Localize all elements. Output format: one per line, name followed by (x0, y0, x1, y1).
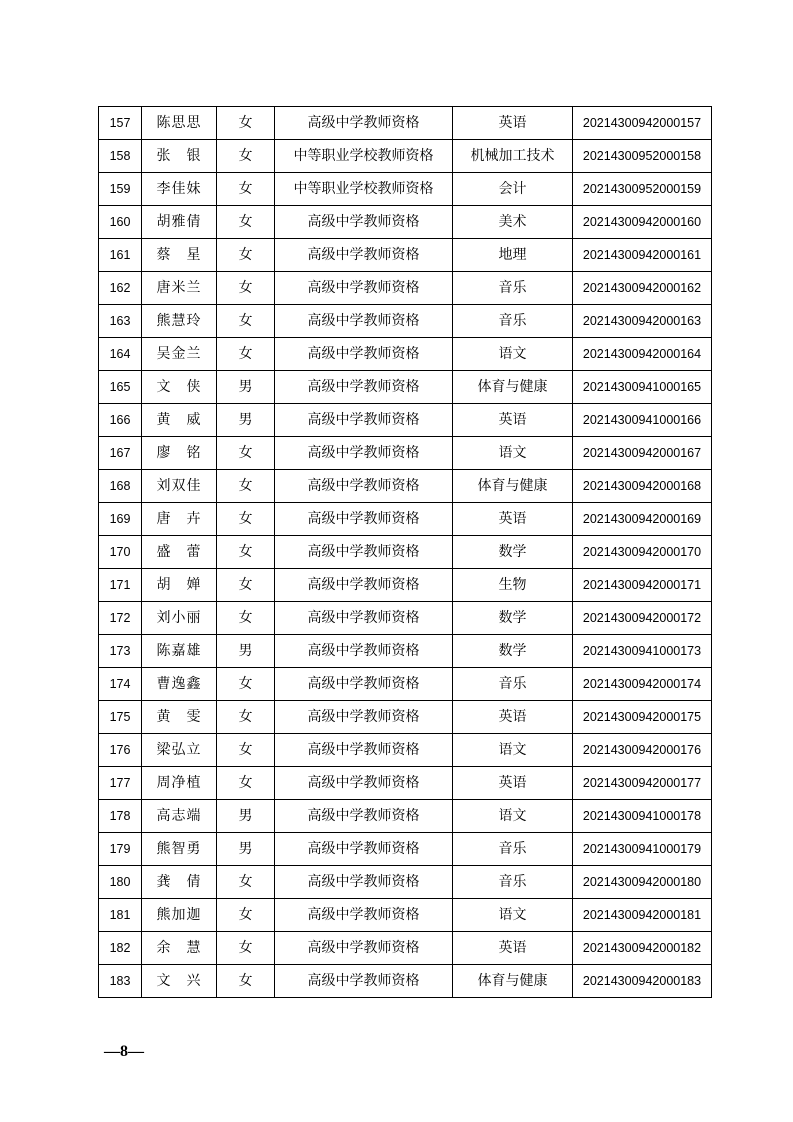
row-number-cell: 165 (99, 371, 142, 404)
teaching-subject-cell: 音乐 (453, 866, 573, 899)
table-row (99, 602, 712, 635)
qualification-type-cell: 高级中学教师资格 (275, 635, 453, 668)
certificate-number-cell: 20214300942000167 (573, 437, 712, 470)
teaching-subject-cell: 音乐 (453, 305, 573, 338)
person-name-cell: 龚 倩 (142, 866, 217, 899)
table-row (99, 767, 712, 800)
certificate-number-cell: 20214300942000183 (573, 965, 712, 998)
certificate-number-cell: 20214300942000161 (573, 239, 712, 272)
teaching-subject-cell: 英语 (453, 767, 573, 800)
table-row (99, 404, 712, 437)
person-name-cell: 胡雅倩 (142, 206, 217, 239)
qualification-type-cell: 高级中学教师资格 (275, 734, 453, 767)
gender-cell: 女 (217, 866, 275, 899)
certificate-number-cell: 20214300942000168 (573, 470, 712, 503)
teaching-subject-cell: 美术 (453, 206, 573, 239)
row-number-cell: 160 (99, 206, 142, 239)
person-name-cell: 张 银 (142, 140, 217, 173)
row-number-cell: 173 (99, 635, 142, 668)
certificate-number-cell: 20214300942000180 (573, 866, 712, 899)
gender-cell: 女 (217, 173, 275, 206)
table-row (99, 272, 712, 305)
certificate-number-cell: 20214300942000157 (573, 107, 712, 140)
person-name-cell: 高志端 (142, 800, 217, 833)
gender-cell: 男 (217, 800, 275, 833)
row-number-cell: 158 (99, 140, 142, 173)
table-row (99, 701, 712, 734)
row-number-cell: 163 (99, 305, 142, 338)
row-number-cell: 166 (99, 404, 142, 437)
person-name-cell: 刘双佳 (142, 470, 217, 503)
qualification-type-cell: 高级中学教师资格 (275, 503, 453, 536)
table-row (99, 536, 712, 569)
teaching-subject-cell: 英语 (453, 701, 573, 734)
records-table-body (99, 107, 712, 998)
person-name-cell: 梁弘立 (142, 734, 217, 767)
gender-cell: 女 (217, 140, 275, 173)
teaching-subject-cell: 数学 (453, 635, 573, 668)
row-number-cell: 168 (99, 470, 142, 503)
teaching-subject-cell: 英语 (453, 404, 573, 437)
qualification-type-cell: 高级中学教师资格 (275, 866, 453, 899)
row-number-cell: 157 (99, 107, 142, 140)
gender-cell: 男 (217, 371, 275, 404)
row-number-cell: 175 (99, 701, 142, 734)
table-row (99, 635, 712, 668)
person-name-cell: 熊加迦 (142, 899, 217, 932)
qualification-type-cell: 高级中学教师资格 (275, 107, 453, 140)
gender-cell: 男 (217, 833, 275, 866)
row-number-cell: 164 (99, 338, 142, 371)
certificate-number-cell: 20214300942000177 (573, 767, 712, 800)
table-row (99, 833, 712, 866)
certificate-number-cell: 20214300942000170 (573, 536, 712, 569)
person-name-cell: 吴金兰 (142, 338, 217, 371)
qualification-type-cell: 高级中学教师资格 (275, 767, 453, 800)
person-name-cell: 胡 婵 (142, 569, 217, 602)
row-number-cell: 177 (99, 767, 142, 800)
qualification-type-cell: 高级中学教师资格 (275, 569, 453, 602)
qualification-type-cell: 高级中学教师资格 (275, 668, 453, 701)
teaching-subject-cell: 音乐 (453, 833, 573, 866)
teaching-subject-cell: 数学 (453, 536, 573, 569)
table-row (99, 503, 712, 536)
gender-cell: 女 (217, 206, 275, 239)
table-row (99, 107, 712, 140)
qualification-type-cell: 高级中学教师资格 (275, 800, 453, 833)
person-name-cell: 黄 威 (142, 404, 217, 437)
gender-cell: 女 (217, 437, 275, 470)
gender-cell: 女 (217, 932, 275, 965)
table-row (99, 470, 712, 503)
table-row (99, 173, 712, 206)
row-number-cell: 161 (99, 239, 142, 272)
teaching-subject-cell: 体育与健康 (453, 470, 573, 503)
qualification-type-cell: 中等职业学校教师资格 (275, 173, 453, 206)
gender-cell: 女 (217, 701, 275, 734)
teaching-subject-cell: 语文 (453, 899, 573, 932)
gender-cell: 女 (217, 767, 275, 800)
certificate-number-cell: 20214300941000166 (573, 404, 712, 437)
table-row (99, 899, 712, 932)
person-name-cell: 熊智勇 (142, 833, 217, 866)
gender-cell: 女 (217, 107, 275, 140)
teaching-subject-cell: 地理 (453, 239, 573, 272)
teaching-subject-cell: 会计 (453, 173, 573, 206)
certificate-number-cell: 20214300942000181 (573, 899, 712, 932)
qualification-type-cell: 高级中学教师资格 (275, 932, 453, 965)
qualification-type-cell: 高级中学教师资格 (275, 437, 453, 470)
certificate-number-cell: 20214300941000165 (573, 371, 712, 404)
certificate-number-cell: 20214300941000179 (573, 833, 712, 866)
teaching-subject-cell: 英语 (453, 107, 573, 140)
certificate-number-cell: 20214300941000178 (573, 800, 712, 833)
certificate-number-cell: 20214300942000172 (573, 602, 712, 635)
gender-cell: 女 (217, 338, 275, 371)
row-number-cell: 181 (99, 899, 142, 932)
table-row (99, 866, 712, 899)
person-name-cell: 熊慧玲 (142, 305, 217, 338)
row-number-cell: 180 (99, 866, 142, 899)
person-name-cell: 唐米兰 (142, 272, 217, 305)
row-number-cell: 174 (99, 668, 142, 701)
qualification-type-cell: 高级中学教师资格 (275, 899, 453, 932)
qualification-type-cell: 高级中学教师资格 (275, 536, 453, 569)
certificate-number-cell: 20214300942000162 (573, 272, 712, 305)
person-name-cell: 周净植 (142, 767, 217, 800)
row-number-cell: 162 (99, 272, 142, 305)
teaching-subject-cell: 英语 (453, 503, 573, 536)
qualification-type-cell: 高级中学教师资格 (275, 239, 453, 272)
gender-cell: 女 (217, 899, 275, 932)
table-row (99, 338, 712, 371)
gender-cell: 女 (217, 536, 275, 569)
teaching-subject-cell: 语文 (453, 437, 573, 470)
person-name-cell: 李佳妹 (142, 173, 217, 206)
gender-cell: 男 (217, 404, 275, 437)
row-number-cell: 182 (99, 932, 142, 965)
certificate-number-cell: 20214300942000176 (573, 734, 712, 767)
qualification-type-cell: 中等职业学校教师资格 (275, 140, 453, 173)
certificate-number-cell: 20214300942000164 (573, 338, 712, 371)
gender-cell: 男 (217, 635, 275, 668)
gender-cell: 女 (217, 305, 275, 338)
teaching-subject-cell: 机械加工技术 (453, 140, 573, 173)
teaching-subject-cell: 数学 (453, 602, 573, 635)
page-number: —8— (104, 1043, 144, 1060)
qualification-type-cell: 高级中学教师资格 (275, 470, 453, 503)
row-number-cell: 183 (99, 965, 142, 998)
person-name-cell: 余 慧 (142, 932, 217, 965)
table-row (99, 371, 712, 404)
person-name-cell: 唐 卉 (142, 503, 217, 536)
table-row (99, 437, 712, 470)
certificate-number-cell: 20214300941000173 (573, 635, 712, 668)
row-number-cell: 171 (99, 569, 142, 602)
gender-cell: 女 (217, 569, 275, 602)
gender-cell: 女 (217, 239, 275, 272)
table-row (99, 569, 712, 602)
person-name-cell: 文 侠 (142, 371, 217, 404)
person-name-cell: 刘小丽 (142, 602, 217, 635)
gender-cell: 女 (217, 965, 275, 998)
qualification-type-cell: 高级中学教师资格 (275, 701, 453, 734)
row-number-cell: 178 (99, 800, 142, 833)
gender-cell: 女 (217, 503, 275, 536)
table-row (99, 965, 712, 998)
certificate-number-cell: 20214300952000159 (573, 173, 712, 206)
table-row (99, 239, 712, 272)
certificate-number-cell: 20214300952000158 (573, 140, 712, 173)
person-name-cell: 陈嘉雄 (142, 635, 217, 668)
row-number-cell: 179 (99, 833, 142, 866)
teaching-subject-cell: 语文 (453, 800, 573, 833)
qualification-type-cell: 高级中学教师资格 (275, 833, 453, 866)
person-name-cell: 陈思思 (142, 107, 217, 140)
qualification-type-cell: 高级中学教师资格 (275, 272, 453, 305)
table-row (99, 668, 712, 701)
qualification-type-cell: 高级中学教师资格 (275, 602, 453, 635)
table-row (99, 932, 712, 965)
teaching-subject-cell: 音乐 (453, 272, 573, 305)
qualification-type-cell: 高级中学教师资格 (275, 965, 453, 998)
row-number-cell: 170 (99, 536, 142, 569)
certificate-number-cell: 20214300942000175 (573, 701, 712, 734)
row-number-cell: 159 (99, 173, 142, 206)
table-row (99, 800, 712, 833)
person-name-cell: 蔡 星 (142, 239, 217, 272)
qualification-type-cell: 高级中学教师资格 (275, 371, 453, 404)
gender-cell: 女 (217, 272, 275, 305)
records-table (98, 106, 712, 998)
teaching-subject-cell: 体育与健康 (453, 371, 573, 404)
qualification-type-cell: 高级中学教师资格 (275, 338, 453, 371)
table-row (99, 206, 712, 239)
table-row (99, 140, 712, 173)
teaching-subject-cell: 英语 (453, 932, 573, 965)
gender-cell: 女 (217, 668, 275, 701)
certificate-number-cell: 20214300942000163 (573, 305, 712, 338)
person-name-cell: 盛 蕾 (142, 536, 217, 569)
qualification-type-cell: 高级中学教师资格 (275, 404, 453, 437)
qualification-type-cell: 高级中学教师资格 (275, 305, 453, 338)
certificate-number-cell: 20214300942000171 (573, 569, 712, 602)
row-number-cell: 167 (99, 437, 142, 470)
teaching-subject-cell: 生物 (453, 569, 573, 602)
certificate-number-cell: 20214300942000169 (573, 503, 712, 536)
row-number-cell: 176 (99, 734, 142, 767)
gender-cell: 女 (217, 734, 275, 767)
table-row (99, 305, 712, 338)
person-name-cell: 曹逸鑫 (142, 668, 217, 701)
teaching-subject-cell: 语文 (453, 338, 573, 371)
teaching-subject-cell: 语文 (453, 734, 573, 767)
person-name-cell: 文 兴 (142, 965, 217, 998)
gender-cell: 女 (217, 470, 275, 503)
person-name-cell: 廖 铭 (142, 437, 217, 470)
row-number-cell: 172 (99, 602, 142, 635)
teaching-subject-cell: 体育与健康 (453, 965, 573, 998)
teaching-subject-cell: 音乐 (453, 668, 573, 701)
table-row (99, 734, 712, 767)
certificate-number-cell: 20214300942000174 (573, 668, 712, 701)
certificate-number-cell: 20214300942000160 (573, 206, 712, 239)
row-number-cell: 169 (99, 503, 142, 536)
qualification-type-cell: 高级中学教师资格 (275, 206, 453, 239)
person-name-cell: 黄 雯 (142, 701, 217, 734)
certificate-number-cell: 20214300942000182 (573, 932, 712, 965)
gender-cell: 女 (217, 602, 275, 635)
